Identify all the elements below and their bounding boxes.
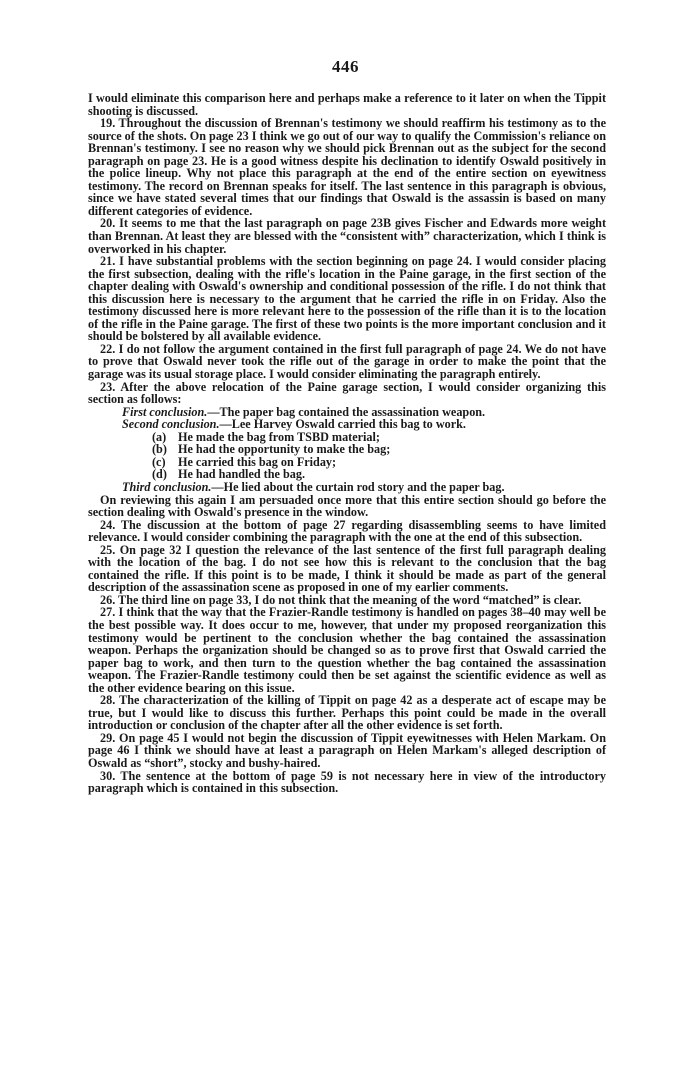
- paragraph-continuation: I would eliminate this comparison here and perhaps make a reference to it later on when the Tippit shooting is discussed.: [88, 91, 606, 118]
- paragraph-23: 23. After the above relocation of the Paine garage section, I would consider organizing this section as follows:: [88, 379, 606, 407]
- first-conclusion-text: —The paper bag contained the assassination weapon.: [207, 404, 486, 419]
- second-conclusion-text: —Lee Harvey Oswald carried this bag to work.: [219, 417, 466, 432]
- paragraph-23-review: On reviewing this again I am persuaded once more that this entire section should go before the section dealing with Oswald's presence in the window.: [88, 492, 606, 520]
- third-conclusion-text: —He lied about the curtain rod story and the paper bag.: [211, 479, 505, 494]
- third-conclusion: [122, 481, 606, 494]
- paragraph-24: 24. The discussion at the bottom of page 27 regarding disassembling seems to have limited relevance. I would consider combining the paragraph with the one at the end of this subsection.: [88, 517, 606, 545]
- sub-item-text: He had handled the bag.: [178, 467, 305, 482]
- paragraph-21: 21. I have substantial problems with the section beginning on page 24. I would consider placing the first subsection, dealing with the rifle's location in the Paine garage, in the first section of the chapter dealing with Oswald's ownership and conditional possession of the rifle. I do not think that this discussion here is necessary to the argument that he carried the rifle in on Friday. Also the testimony discussed here is more relevant here to the possession of the rifle than it is to the location of the rifle in the Paine garage. The first of these two points is the more important conclusion and it should be bolstered by all available evidence.: [88, 254, 606, 344]
- sub-item-label: (d): [152, 467, 167, 482]
- sub-item-text: He had the opportunity to make the bag;: [178, 442, 391, 457]
- paragraph-20: 20. It seems to me that the last paragraph on page 23B gives Fischer and Edwards more weight than Brennan. At least they are blessed with the “consistent with” characterization, which I think is overworked in his chapter.: [88, 216, 606, 256]
- second-conclusion-label: Second conclusion.: [122, 417, 220, 432]
- paragraph-27: 27. I think that the way that the Frazier-Randle testimony is handled on pages 38–40 may well be the best possible way. It does occur to me, however, that under my proposed reorganization this testimony would be pertinent to the conclusion whether the bag contained the assassination weapon. Perhaps the organization should be changed so as to prove first that Oswald carried the paper bag to work, and then turn to the question whether the bag contained the assassination weapon. The Frazier-Randle testimony could then be set against the scientific evidence as well as the other evidence bearing on this issue.: [88, 605, 606, 695]
- sub-item-text: He carried this bag on Friday;: [178, 454, 337, 469]
- sub-item-label: (c): [152, 454, 166, 469]
- third-conclusion-label: Third conclusion.: [122, 479, 212, 494]
- document-body: [88, 92, 606, 795]
- paragraph-22: 22. I do not follow the argument contained in the first full paragraph of page 24. We do not have to prove that Oswald never took the rifle out of the garage in order to make the point that the garage was its usual storage place. I would consider eliminating the paragraph entirely.: [88, 341, 606, 382]
- first-conclusion-label: First conclusion.: [122, 404, 208, 419]
- paragraph-25: 25. On page 32 I question the relevance of the last sentence of the first full paragraph dealing with the location of the bag. I do not see how this is relevant to the conclusion that the bag contained the rifle. If this point is to be made, I think it should be made as part of the general description of the assassination scene as proposed in one of my earlier comments.: [88, 542, 606, 595]
- page-number: 446: [332, 57, 359, 76]
- sub-item-text: He made the bag from TSBD material;: [178, 429, 380, 444]
- sub-item-label: (b): [152, 442, 167, 457]
- paragraph-28: 28. The characterization of the killing of Tippit on page 42 as a desperate act of escape may be true, but I would like to discuss this further. Perhaps this point could be made in the overall introduction or conclusion of the chapter after all the other evidence is set forth.: [88, 693, 606, 733]
- paragraph-29: 29. On page 45 I would not begin the discussion of Tippit eyewitnesses with Helen Markam. On page 46 I think we should have at least a paragraph on Helen Markam's alleged description of Oswald as “short”, stocky and bushy-haired.: [88, 730, 606, 770]
- paragraph-19: 19. Throughout the discussion of Brennan's testimony we should reaffirm his testimony as to the source of the shots. On page 23 I think we go out of our way to qualify the Commission's reliance on Brennan's testimony. I see no reason why we should pick Brennan out as the subject for the second paragraph on page 23. He is a good witness despite his declination to identify Oswald positively in the police lineup. Why not place this paragraph at the end of the entire section on eyewitness testimony. The record on Brennan speaks for itself. The last sentence in this paragraph is obvious, since we have stated several times that our findings that Oswald is the assassin is based on many different categories of evidence.: [88, 116, 606, 218]
- sub-item-label: (a): [152, 429, 167, 444]
- paragraph-30: 30. The sentence at the bottom of page 59 is not necessary here in view of the introductory paragraph which is contained in this subsection.: [88, 768, 606, 796]
- paragraph-26: 26. The third line on page 33, I do not think that the meaning of the word “matched” is clear.: [100, 592, 582, 607]
